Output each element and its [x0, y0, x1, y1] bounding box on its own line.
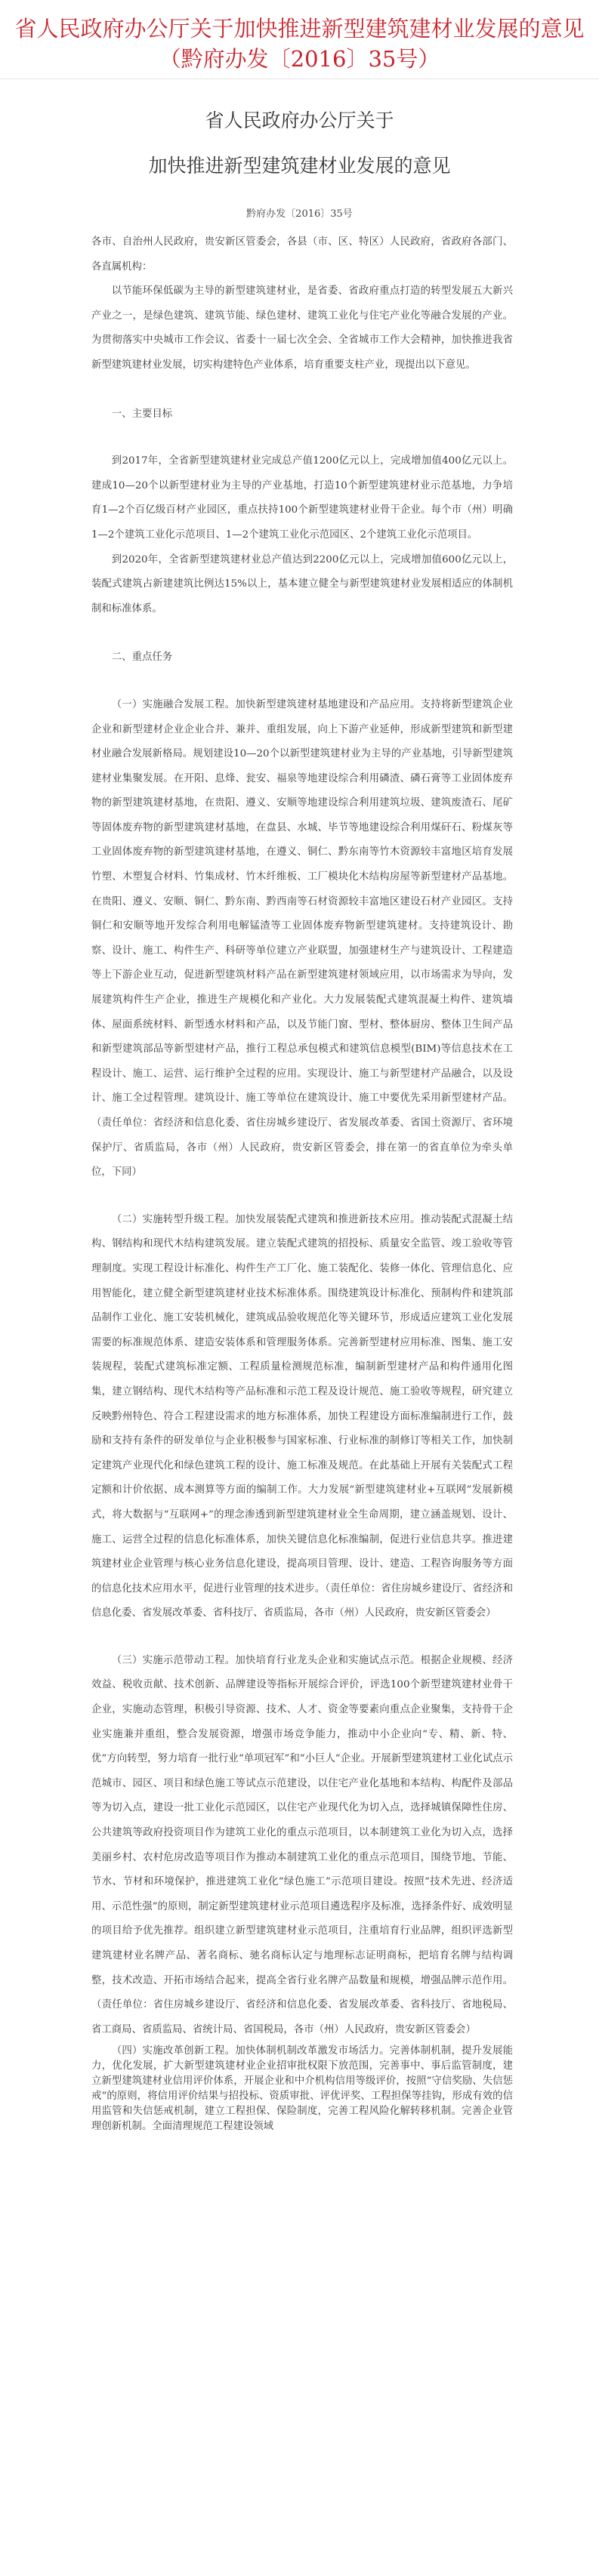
task-upgrade-paragraph: （二）实施转型升级工程。加快发展装配式建筑和推进新技术应用。推动装配式混凝土结构、钢结构和现代木结构建筑发展。建立装配式建筑的招投标、质量安全监管、竣工验收等管理制度。实现工程设计标准化、构件生产工厂化、施工装配化、装修一体化、管理信息化、应用智能化，建立健全新型建筑建材业技术标准体系。围绕建筑设计标准化、预制构件和建筑部品制作工业化、施工安装机械化，建筑成品验收规范化等关键环节，形成适应建筑工业化发展需要的标准规范体系、建造安装体系和管理服务体系。完善新型建材应用标准、图集、施工安装规程，装配式建筑标准定额、工程质量检测规范标准，编制新型建材产品和构件通用化图集，建立钢结构、现代木结构等产品标准和示范工程及设计规范、施工验收等规程，研究建立反映黔州特色、符合工程建设需求的地方标准体系，加快工程建设方面标准编制进行工作，鼓励和支持有条件的研发单位与企业积极参与国家标准、行业标准的制修订等相关工作，加快制定建筑产业现代化和绿色建筑工程的设计、施工标准及规范。在此基础上开展有关装配式工程定额和计价依据、成本测算等方面的编制工作。大力发展“新型建筑建材业+互联网”发展新模式，将大数据与“互联网+”的理念渗透到新型建筑建材业全生命周期，建立涵盖规划、设计、施工、运营全过程的信息化标准体系，加快关键信息化标准编制，促进行业信息共享。推进建筑建材业企业管理与核心业务信息化建设，提高项目管理、设计、建造、工程咨询服务等方面的信息化技术应用水平，促进行业管理的技术进步。（责任单位：省住房城乡建设厅、省经济和信息化委、省发展改革委、省科技厅、省质监局，各市（州）人民政府，贵安新区管委会）: [91, 1213, 513, 1619]
task-reform-paragraph: （四）实施改革创新工程。加快体制机制改革激发市场活力。完善体制机制，提升发展能力，优化发展，扩大新型建筑建材业企业招审批权限下放范围，完善事中、事后监管制度，建立新型建筑建材业信用评价体系，开展企业和中介机构信用等级评价，按照“守信奖励、失信惩戒”的原则，将信用评价结果与招投标、资质审批、评优评奖、工程担保等挂钩，形成有效的信用监管和失信惩戒机制，建立工程担保、保险制度，完善工程风险化解转移机制。完善企业管理创新机制。全面清理规范工程建设领域: [91, 2045, 513, 2133]
intro-paragraph: 以节能环保低碳为主导的新型建筑建材业，是省委、省政府重点打造的转型发展五大新兴产业之一，是绿色建筑、建筑节能、绿色建材、建筑工业化与住宅产业化等融合发展的产业。为贯彻落实中央城市工作会议、省委十一届七次全会、全省城市工作大会精神，加快推进我省新型建筑建材业发展，切实构建特色产业体系，培育重要支柱产业，现提出以下意见。: [91, 285, 513, 371]
document-number: 黔府办发〔2016〕35号: [246, 208, 353, 220]
document-body: [91, 230, 513, 2134]
section-heading-goals: 一、主要目标: [111, 408, 173, 420]
goals-2017-paragraph: 到2017年，全省新型建筑建材业完成总产值1200亿元以上，完成增加值400亿元以上。建成10—20个以新型建材业为主导的产业基地，打造10个新型建筑建材业示范基地，力争培育1—2个百亿级百材产业园区，重点扶持100个新型建筑建材业骨干企业。每个市（州）明确1—2个建筑工业化示范项目、1—2个建筑工业化示范园区、2个建筑工业化示范项目。: [91, 455, 513, 541]
document-title-line1: 省人民政府办公厅关于: [205, 109, 394, 131]
salutation: 各市、自治州人民政府，贵安新区管委会，各县（市、区、特区）人民政府，省政府各部门、各直属机构：: [91, 236, 513, 273]
task-demonstration-paragraph: （三）实施示范带动工程。加快培育行业龙头企业和实施试点示范。根据企业规模、经济效益、税收贡献、技术创新、品牌建设等指标开展综合评价，评选100个新型建筑建材业骨干企业，实施动态管理，积极引导资源、技术、人才、资金等要素向重点企业聚集，支持骨干企业实施兼并重组，整合发展资源，增强市场竞争能力，推动中小企业向“专、精、新、特、优”方向转型，努力培育一批行业“单项冠军”和“小巨人”企业。开展新型建筑建材工业化试点示范城市、园区、项目和绿色施工等试点示范建设，以住宅产业化基地和本结构、构配件及部品等为切入点，建设一批工业化示范园区，以住宅产业现代化为切入点，选择城镇保障性住房、公共建筑等政府投资项目作为建筑工业化的重点示范项目，以本制建筑工业化为切入点，选择美丽乡村、农村危房改造等项目作为推动本制建筑工业化的重点示范项目，围绕节地、节能、节水、节材和环境保护，推进建筑工业化“绿色施工”示范项目建设。按照“技术先进、经济适用、示范性强”的原则，制定新型建筑建材业示范项目遴选程序及标准，选择条件好、成效明显的项目给予优先推荐。组织建立新型建筑建材业示范项目，注重培育行业品牌，组织评选新型建筑建材业名牌产品、著名商标、驰名商标认定与地理标志证明商标，把培育名牌与结构调整，技术改造、开拓市场结合起来，提高全省行业名牌产品数量和规模，增强品牌示范作用。（责任单位：省住房城乡建设厅、省经济和信息化委、省发展改革委、省科技厅、省地税局、省工商局、省质监局、省统计局、省国税局，各市（州）人民政府，贵安新区管委会）: [91, 1654, 513, 2035]
task-integration-paragraph: （一）实施融合发展工程。加快新型建筑建材基地建设和产品应用。支持将新型建筑企业企业和新型建材企业企业合并、兼并、重组发展，向上下游产业延伸，形成新型建筑和新型建材业融合发展新格局。规划建设10—20个以新型建筑建材业为主导的产业基地，引导新型建筑建材业集聚发展。在开阳、息烽、瓮安、福泉等地建设综合利用磷渣、磷石膏等工业固体废弃物的新型建筑建材基地，在贵阳、遵义、安顺等地建设综合利用建筑垃圾、建筑废渣石、尾矿等固体废弃物的新型建筑建材基地，在盘县、水城、毕节等地建设综合利用煤矸石、粉煤灰等工业固体废弃物的新型建筑建材基地，在遵义、铜仁、黔东南等竹木资源较丰富地区培育发展竹塑、木塑复合材料、竹集成材、竹木纤维板、工厂模块化木结构房屋等新型建材产品基地。在贵阳、遵义、安顺、铜仁、黔东南、黔西南等石材资源较丰富地区建设石材产业园区。支持铜仁和安顺等地开发综合利用电解锰渣等工业固体废弃物新型建筑建材。支持建筑设计、勘察、设计、施工、构件生产、科研等单位建立产业联盟，加强建材生产与建筑设计、工程建造等上下游企业互动，促进新型建筑材料产品在新型建筑建材领域应用，以市场需求为导向，发展建筑构件生产企业，推进生产规模化和产业化。大力发展装配式建筑混凝土构件、建筑墙体、屋面系统材料、新型透水材料和产品，以及节能门窗、型材、整体厨房、整体卫生间产品和新型建筑部品等新型建材产品，推行工程总承包模式和建筑信息模型(BIM)等信息技术在工程设计、施工、运营、运行维护全过程的应用。实现设计、施工与新型建材产品融合，以及设计、施工全过程管理。建筑设计、施工等单位在建筑设计、施工中要优先采用新型建材产品。（责任单位：省经济和信息化委、省住房城乡建设厅、省发展改革委、省国土资源厅、省环境保护厅、省质监局，各市（州）人民政府，贵安新区管委会，排在第一的省直单位为牵头单位，下同）: [91, 698, 513, 1179]
goals-2020-paragraph: 到2020年，全省新型建筑建材业总产值达到2200亿元以上，完成增加值600亿元以上，装配式建筑占新建建筑比例达15%以上，基本建立健全与新型建筑建材业发展相适应的体制机制和标准体系。: [91, 553, 513, 615]
section-heading-tasks: 二、重点任务: [111, 652, 173, 664]
document-title-line2: 加快推进新型建筑建材业发展的意见: [148, 155, 451, 177]
page-title: 省人民政府办公厅关于加快推进新型建筑建材业发展的意见（黔府办发〔2016〕35号）: [14, 16, 585, 72]
